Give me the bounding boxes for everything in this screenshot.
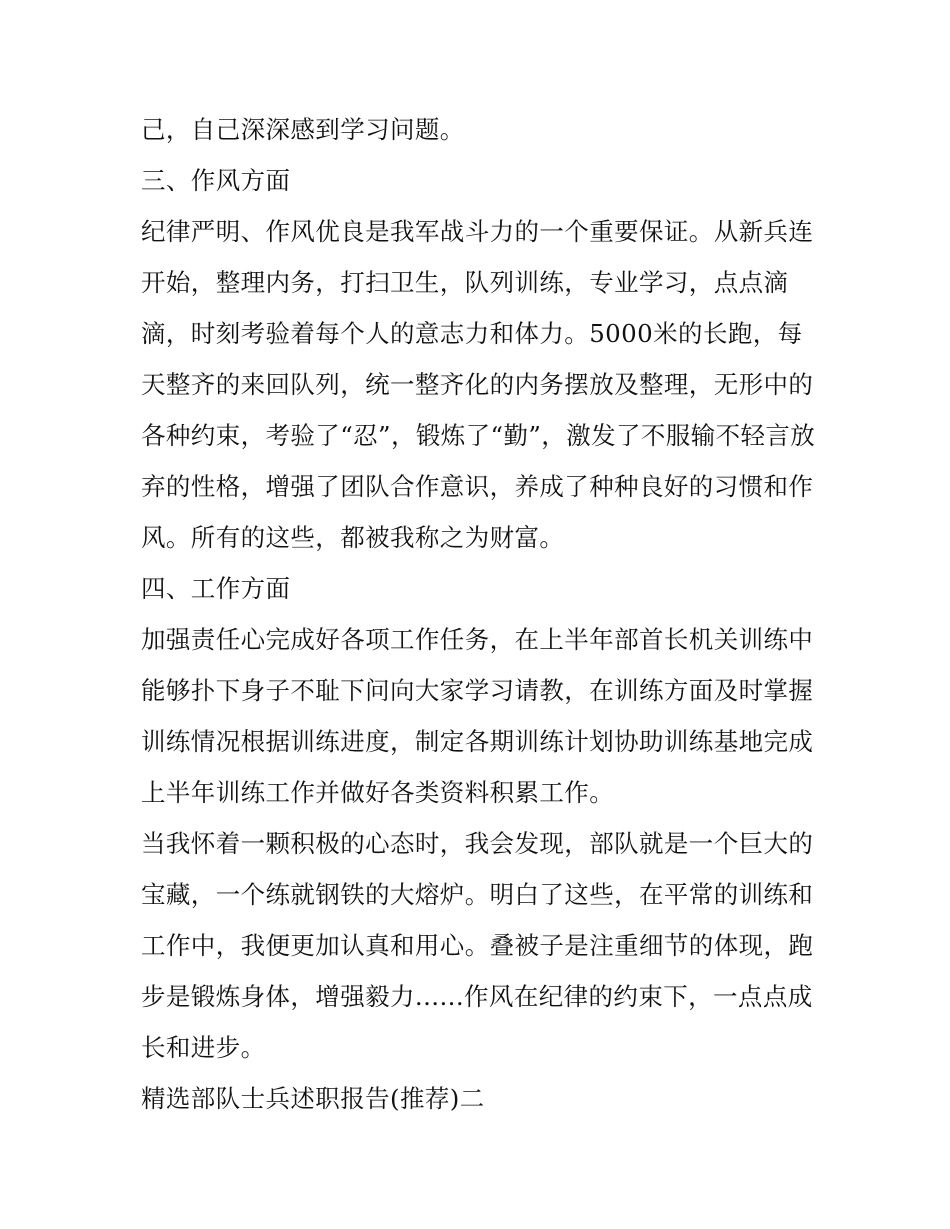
document-title-next: 精选部队士兵述职报告(推荐)二 <box>141 1084 485 1113</box>
document-body <box>141 104 821 1124</box>
paragraph-line-7: 各种约束，考验了“忍”，锻炼了“勤”，激发了不服输不轻言放 <box>141 421 816 450</box>
paragraph-line-9: 风。所有的这些，都被我称之为财富。 <box>141 523 565 552</box>
paragraph-line-13: 训练情况根据训练进度，制定各期训练计划协助训练基地完成 <box>141 727 814 756</box>
section-heading-work: 四、工作方面 <box>141 574 291 603</box>
paragraph-line-16: 宝藏，一个练就钢铁的大熔炉。明白了这些，在平常的训练和 <box>141 880 814 909</box>
paragraph-line-18: 步是锻炼身体，增强毅力......作风在纪律的约束下，一点点成 <box>141 982 813 1011</box>
paragraph-line-4: 开始，整理内务，打扫卫生，队列训练，专业学习，点点滴 <box>141 268 789 297</box>
paragraph-line-11: 加强责任心完成好各项工作任务，在上半年部首长机关训练中 <box>141 625 814 654</box>
section-heading-style: 三、作风方面 <box>141 166 291 195</box>
paragraph-line-3: 纪律严明、作风优良是我军战斗力的一个重要保证。从新兵连 <box>141 217 814 246</box>
paragraph-line-17: 工作中，我便更加认真和用心。叠被子是注重细节的体现，跑 <box>141 931 814 960</box>
paragraph-line-6: 天整齐的来回队列，统一整齐化的内务摆放及整理，无形中的 <box>141 370 814 399</box>
paragraph-line-1: 己，自己深深感到学习问题。 <box>141 115 465 144</box>
paragraph-line-15: 当我怀着一颗积极的心态时，我会发现，部队就是一个巨大的 <box>141 829 814 858</box>
paragraph-line-5: 滴，时刻考验着每个人的意志力和体力。5000米的长跑，每 <box>141 319 803 348</box>
paragraph-line-19: 长和进步。 <box>141 1033 266 1062</box>
paragraph-line-12: 能够扑下身子不耻下问向大家学习请教，在训练方面及时掌握 <box>141 676 814 705</box>
paragraph-line-8: 弃的性格，增强了团队合作意识，养成了种种良好的习惯和作 <box>141 472 814 501</box>
paragraph-line-14: 上半年训练工作并做好各类资料积累工作。 <box>141 778 615 807</box>
